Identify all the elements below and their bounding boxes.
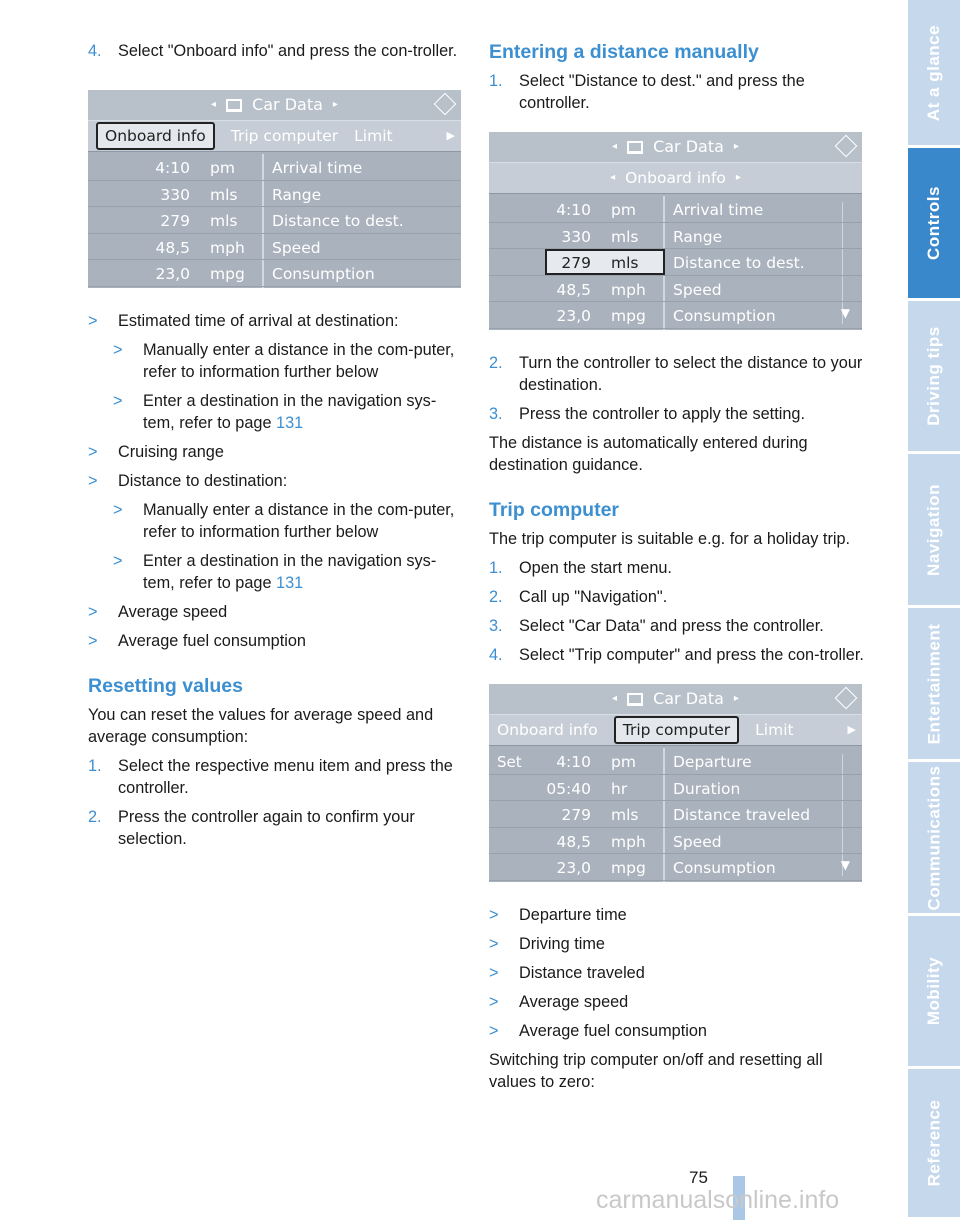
car-data-icon [627,141,643,154]
menu-onboard-info[interactable]: Onboard info [497,721,598,739]
screen-menu-row [489,714,862,746]
bullet-marker-icon: > [489,935,499,953]
screen-title: Car Data [252,95,323,114]
arrow-left-icon: ◂ [211,99,217,110]
page-link[interactable]: 131 [276,574,304,592]
bullet-marker-icon: > [489,964,499,982]
arrow-right-icon: ▸ [735,172,741,183]
step-1: 1. Select the respective menu item and press the controller. [88,757,453,797]
bullet-marker-icon: > [489,993,499,1011]
tab-entertainment[interactable]: Entertainment [908,608,960,762]
bullet-item: > Driving time [489,935,605,953]
screen-onboard-info [88,90,461,288]
tab-driving-tips[interactable]: Driving tips [908,301,960,454]
table-row[interactable]: 23,0 mpg Consumption [88,260,461,287]
bullet-item: > Enter a destination in the navigation sys-tem, refer to page 131 [113,552,437,592]
bullet-item: > Average speed [489,993,629,1011]
bullet-marker-icon: > [113,501,123,519]
bullet-item: > Distance to destination: [88,472,288,490]
paragraph: Switching trip computer on/off and resetting all values to zero: [489,1051,823,1091]
table-row[interactable]: 330 mls Range [489,223,862,250]
table-row[interactable]: 23,0 mpg Consumption [489,302,862,329]
step-4 [88,40,463,62]
screen-title-bar [489,684,862,714]
step-number: 4. [88,42,102,60]
screen-title-bar [88,90,461,120]
screen-trip-computer [489,684,862,882]
tab-reference[interactable]: Reference [908,1069,960,1220]
menu-limit[interactable]: Limit [354,127,393,145]
screen-rows [489,196,862,329]
screen-title-bar [489,132,862,162]
arrow-right-icon: ▸ [332,99,338,110]
right-column [489,40,864,1100]
bullet-item: > Manually enter a distance in the com-puter, refer to information further below [113,341,455,381]
table-row[interactable]: 05:40 hr Duration [489,775,862,802]
step-2: 2. Press the controller again to confirm your selection. [88,808,415,848]
paragraph: You can reset the values for average speed and average consumption: [88,706,434,746]
screen-title: Car Data [653,689,724,708]
bullet-marker-icon: > [88,603,98,621]
bullet-marker-icon: > [489,1022,499,1040]
scroll-down-icon: ▼ [840,858,850,872]
table-row[interactable]: 48,5 mph Speed [489,828,862,855]
heading-entering-distance: Entering a distance manually [489,41,759,63]
bullet-marker-icon: > [113,341,123,359]
table-row[interactable]: 330 mls Range [88,181,461,208]
screen-menu-row [489,162,862,194]
heading-trip-computer: Trip computer [489,499,620,521]
scroll-down-icon: ▼ [840,306,850,320]
step-2: 2. Call up "Navigation". [489,588,668,606]
page-number: 75 [689,1168,708,1187]
screen-menu-row [88,120,461,152]
step-3: 3. Press the controller to apply the setting. [489,405,805,423]
heading-resetting-values: Resetting values [88,675,243,697]
table-row-selected[interactable]: 279 mls Distance to dest. [489,249,862,276]
tab-navigation[interactable]: Navigation [908,454,960,608]
menu-trip-computer[interactable]: Trip computer [230,127,339,145]
screen-subtitle: Onboard info [625,169,726,187]
set-label[interactable]: Set [497,753,522,771]
arrow-left-icon: ◂ [610,172,616,183]
arrow-left-icon: ◂ [612,693,618,704]
step-2: 2. Turn the controller to select the distance to your destination. [489,354,863,394]
car-data-icon [226,99,242,112]
bullet-item: > Average fuel consumption [88,632,306,650]
bullet-marker-icon: > [113,392,123,410]
bullet-item: > Manually enter a distance in the com-puter, refer to information further below [113,501,455,541]
bullet-marker-icon: > [88,443,98,461]
table-row[interactable]: 279 mls Distance to dest. [88,207,461,234]
table-row[interactable]: 4:10 pm Arrival time [489,196,862,223]
arrow-right-icon: ▸ [733,693,739,704]
bullet-item: > Departure time [489,906,627,924]
bullet-marker-icon: > [489,906,499,924]
table-row[interactable]: 4:10 pm Arrival time [88,154,461,181]
page-link[interactable]: 131 [276,414,304,432]
table-row[interactable]: 48,5 mph Speed [88,234,461,261]
bullet-item: > Estimated time of arrival at destination: [88,312,399,330]
bullet-item: > Distance traveled [489,964,645,982]
bullet-marker-icon: > [113,552,123,570]
menu-trip-computer[interactable]: Trip computer [614,716,739,744]
table-row[interactable]: 48,5 mph Speed [489,276,862,303]
table-row[interactable]: 23,0 mpg Consumption [489,854,862,881]
step-text: Select "Onboard info" and press the con-troller. [118,42,458,60]
bullet-item: > Average fuel consumption [489,1022,707,1040]
screen-rows [88,154,461,287]
bullet-item: > Enter a destination in the navigation sys-tem, refer to page 131 [113,392,437,432]
tab-mobility[interactable]: Mobility [908,916,960,1069]
play-arrow-icon: ▶ [446,129,455,142]
table-row[interactable]: 279 mls Distance traveled [489,801,862,828]
table-row[interactable]: Set 4:10 pm Departure [489,748,862,775]
menu-onboard-info[interactable]: Onboard info [96,122,215,150]
paragraph: The trip computer is suitable e.g. for a holiday trip. [489,530,851,548]
menu-limit[interactable]: Limit [755,721,794,739]
step-4: 4. Select "Trip computer" and press the con-troller. [489,646,864,664]
step-1: 1. Open the start menu. [489,559,672,577]
arrow-left-icon: ◂ [612,141,618,152]
tab-controls[interactable]: Controls [908,148,960,301]
screen-title: Car Data [653,137,724,156]
bullet-item: > Cruising range [88,443,224,461]
bullet-item: > Average speed [88,603,228,621]
step-3: 3. Select "Car Data" and press the controller. [489,617,824,635]
play-arrow-icon: ▶ [847,723,856,736]
tab-at-a-glance[interactable]: At a glance [908,0,960,148]
screen-rows [489,748,862,881]
arrow-right-icon: ▸ [733,141,739,152]
paragraph: The distance is automatically entered during destination guidance. [489,434,808,474]
bullet-marker-icon: > [88,632,98,650]
chapter-sidebar [908,0,960,1220]
step-1: 1. Select "Distance to dest." and press the controller. [489,72,805,112]
tab-communications[interactable]: Communications [908,762,960,916]
screen-distance-entry [489,132,862,330]
bullet-marker-icon: > [88,472,98,490]
watermark: carmanualsonline.info [596,1186,840,1214]
bullet-marker-icon: > [88,312,98,330]
left-column [88,40,463,857]
car-data-icon [627,693,643,706]
